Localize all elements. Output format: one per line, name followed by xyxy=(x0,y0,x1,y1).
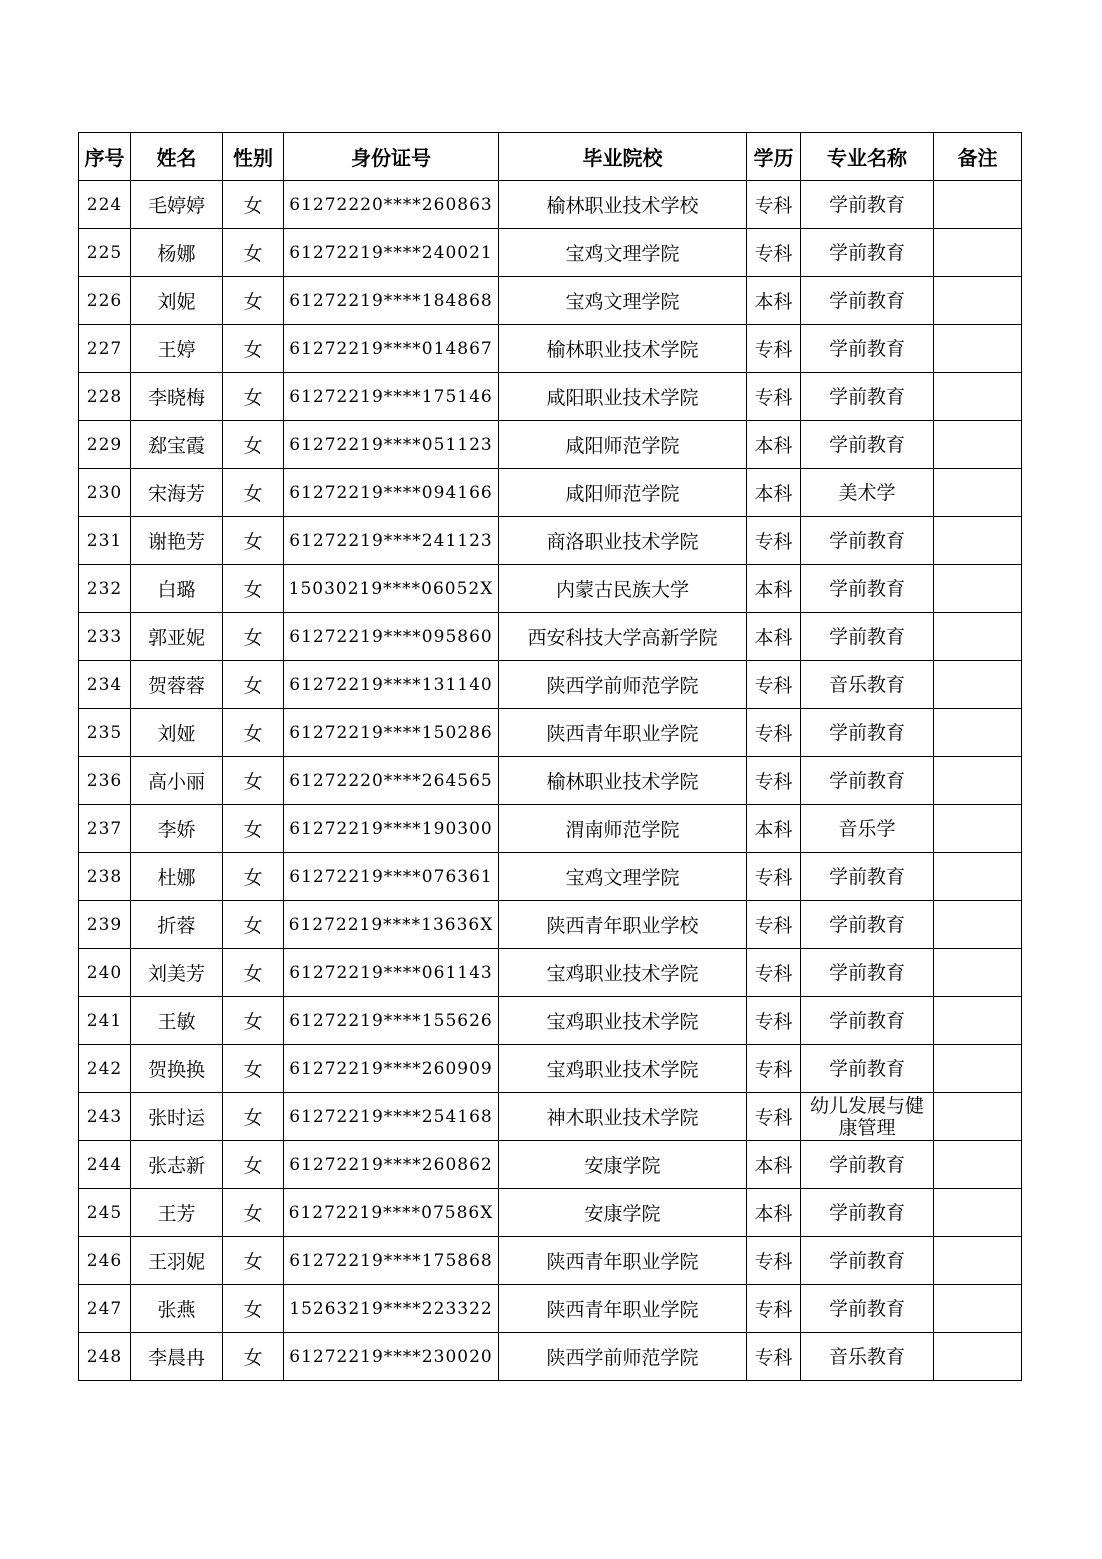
cell-major: 幼儿发展与健康管理 xyxy=(801,1093,934,1141)
cell-id-number: 61272219****175146 xyxy=(284,373,499,421)
cell-remarks xyxy=(934,661,1022,709)
cell-remarks xyxy=(934,181,1022,229)
roster-table xyxy=(78,132,1022,1381)
cell-remarks xyxy=(934,1141,1022,1189)
table-header-row xyxy=(79,133,1022,181)
cell-major: 学前教育 xyxy=(801,229,934,277)
cell-degree: 专科 xyxy=(747,229,801,277)
cell-school: 陕西青年职业学院 xyxy=(499,1285,747,1333)
cell-major: 学前教育 xyxy=(801,949,934,997)
cell-gender: 女 xyxy=(223,1189,284,1237)
table-row xyxy=(79,1141,1022,1189)
cell-index: 235 xyxy=(79,709,131,757)
cell-degree: 专科 xyxy=(747,1045,801,1093)
cell-name: 刘美芳 xyxy=(131,949,223,997)
cell-name: 张志新 xyxy=(131,1141,223,1189)
cell-remarks xyxy=(934,277,1022,325)
cell-name: 杨娜 xyxy=(131,229,223,277)
cell-degree: 本科 xyxy=(747,613,801,661)
header-name: 姓名 xyxy=(131,133,223,181)
cell-name: 杜娜 xyxy=(131,853,223,901)
cell-name: 毛婷婷 xyxy=(131,181,223,229)
cell-school: 内蒙古民族大学 xyxy=(499,565,747,613)
cell-id-number: 61272219****190300 xyxy=(284,805,499,853)
cell-degree: 专科 xyxy=(747,1237,801,1285)
cell-gender: 女 xyxy=(223,1237,284,1285)
cell-remarks xyxy=(934,469,1022,517)
cell-index: 226 xyxy=(79,277,131,325)
table-row xyxy=(79,805,1022,853)
cell-school: 渭南师范学院 xyxy=(499,805,747,853)
cell-name: 贺蓉蓉 xyxy=(131,661,223,709)
cell-degree: 专科 xyxy=(747,181,801,229)
cell-major: 音乐教育 xyxy=(801,1333,934,1381)
cell-major: 学前教育 xyxy=(801,517,934,565)
cell-major: 学前教育 xyxy=(801,613,934,661)
cell-major: 学前教育 xyxy=(801,373,934,421)
cell-school: 宝鸡文理学院 xyxy=(499,229,747,277)
cell-id-number: 61272219****150286 xyxy=(284,709,499,757)
table-row xyxy=(79,517,1022,565)
cell-index: 244 xyxy=(79,1141,131,1189)
cell-index: 231 xyxy=(79,517,131,565)
cell-major: 学前教育 xyxy=(801,325,934,373)
cell-name: 郄宝霞 xyxy=(131,421,223,469)
cell-index: 242 xyxy=(79,1045,131,1093)
cell-major: 音乐教育 xyxy=(801,661,934,709)
cell-name: 王婷 xyxy=(131,325,223,373)
cell-index: 248 xyxy=(79,1333,131,1381)
cell-name: 刘妮 xyxy=(131,277,223,325)
cell-index: 247 xyxy=(79,1285,131,1333)
cell-index: 233 xyxy=(79,613,131,661)
cell-school: 陕西学前师范学院 xyxy=(499,661,747,709)
cell-gender: 女 xyxy=(223,277,284,325)
cell-name: 高小丽 xyxy=(131,757,223,805)
header-id-number: 身份证号 xyxy=(284,133,499,181)
cell-major: 学前教育 xyxy=(801,757,934,805)
table-row xyxy=(79,757,1022,805)
cell-id-number: 15263219****223322 xyxy=(284,1285,499,1333)
cell-remarks xyxy=(934,757,1022,805)
cell-name: 王芳 xyxy=(131,1189,223,1237)
cell-index: 227 xyxy=(79,325,131,373)
table-row xyxy=(79,373,1022,421)
cell-remarks xyxy=(934,949,1022,997)
cell-major: 学前教育 xyxy=(801,997,934,1045)
cell-major: 学前教育 xyxy=(801,181,934,229)
cell-gender: 女 xyxy=(223,325,284,373)
cell-remarks xyxy=(934,373,1022,421)
cell-school: 宝鸡文理学院 xyxy=(499,277,747,325)
cell-id-number: 61272219****260909 xyxy=(284,1045,499,1093)
cell-remarks xyxy=(934,901,1022,949)
cell-gender: 女 xyxy=(223,805,284,853)
table-row xyxy=(79,1093,1022,1141)
cell-school: 宝鸡职业技术学院 xyxy=(499,997,747,1045)
cell-id-number: 61272219****241123 xyxy=(284,517,499,565)
header-school: 毕业院校 xyxy=(499,133,747,181)
cell-gender: 女 xyxy=(223,181,284,229)
cell-id-number: 61272219****095860 xyxy=(284,613,499,661)
cell-school: 宝鸡职业技术学院 xyxy=(499,1045,747,1093)
cell-remarks xyxy=(934,613,1022,661)
cell-name: 张时运 xyxy=(131,1093,223,1141)
cell-name: 贺换换 xyxy=(131,1045,223,1093)
table-row xyxy=(79,181,1022,229)
cell-gender: 女 xyxy=(223,373,284,421)
cell-name: 白璐 xyxy=(131,565,223,613)
table-row xyxy=(79,1237,1022,1285)
cell-index: 236 xyxy=(79,757,131,805)
table-row xyxy=(79,949,1022,997)
cell-remarks xyxy=(934,805,1022,853)
cell-gender: 女 xyxy=(223,757,284,805)
cell-remarks xyxy=(934,565,1022,613)
cell-degree: 专科 xyxy=(747,853,801,901)
header-major: 专业名称 xyxy=(801,133,934,181)
cell-degree: 本科 xyxy=(747,1189,801,1237)
cell-index: 230 xyxy=(79,469,131,517)
cell-remarks xyxy=(934,421,1022,469)
cell-school: 咸阳师范学院 xyxy=(499,469,747,517)
cell-degree: 专科 xyxy=(747,949,801,997)
cell-gender: 女 xyxy=(223,1045,284,1093)
cell-degree: 本科 xyxy=(747,469,801,517)
header-index: 序号 xyxy=(79,133,131,181)
cell-gender: 女 xyxy=(223,1093,284,1141)
table-row xyxy=(79,1045,1022,1093)
cell-remarks xyxy=(934,853,1022,901)
cell-id-number: 61272219****184868 xyxy=(284,277,499,325)
cell-id-number: 61272219****061143 xyxy=(284,949,499,997)
table-row xyxy=(79,1189,1022,1237)
cell-name: 折蓉 xyxy=(131,901,223,949)
table-row xyxy=(79,853,1022,901)
cell-id-number: 61272219****155626 xyxy=(284,997,499,1045)
cell-id-number: 15030219****06052X xyxy=(284,565,499,613)
cell-school: 陕西青年职业学院 xyxy=(499,1237,747,1285)
cell-school: 咸阳职业技术学院 xyxy=(499,373,747,421)
cell-school: 西安科技大学高新学院 xyxy=(499,613,747,661)
cell-school: 陕西青年职业学院 xyxy=(499,709,747,757)
cell-index: 240 xyxy=(79,949,131,997)
cell-remarks xyxy=(934,325,1022,373)
cell-remarks xyxy=(934,997,1022,1045)
cell-remarks xyxy=(934,517,1022,565)
table-row xyxy=(79,901,1022,949)
table-row xyxy=(79,469,1022,517)
header-degree: 学历 xyxy=(747,133,801,181)
cell-degree: 专科 xyxy=(747,1285,801,1333)
cell-id-number: 61272219****014867 xyxy=(284,325,499,373)
cell-remarks xyxy=(934,1093,1022,1141)
cell-major: 学前教育 xyxy=(801,709,934,757)
table-row xyxy=(79,613,1022,661)
cell-index: 224 xyxy=(79,181,131,229)
cell-id-number: 61272219****240021 xyxy=(284,229,499,277)
cell-remarks xyxy=(934,1237,1022,1285)
cell-index: 232 xyxy=(79,565,131,613)
cell-remarks xyxy=(934,1189,1022,1237)
cell-name: 郭亚妮 xyxy=(131,613,223,661)
cell-major: 学前教育 xyxy=(801,901,934,949)
cell-id-number: 61272219****254168 xyxy=(284,1093,499,1141)
table-row xyxy=(79,1285,1022,1333)
table-row xyxy=(79,277,1022,325)
table-row xyxy=(79,661,1022,709)
cell-gender: 女 xyxy=(223,565,284,613)
cell-degree: 本科 xyxy=(747,1141,801,1189)
cell-gender: 女 xyxy=(223,709,284,757)
cell-school: 榆林职业技术学院 xyxy=(499,325,747,373)
cell-degree: 专科 xyxy=(747,709,801,757)
cell-major: 学前教育 xyxy=(801,1237,934,1285)
cell-index: 239 xyxy=(79,901,131,949)
cell-gender: 女 xyxy=(223,661,284,709)
table-row xyxy=(79,229,1022,277)
cell-id-number: 61272219****230020 xyxy=(284,1333,499,1381)
cell-name: 李晨冉 xyxy=(131,1333,223,1381)
cell-name: 李娇 xyxy=(131,805,223,853)
cell-id-number: 61272219****131140 xyxy=(284,661,499,709)
cell-name: 王敏 xyxy=(131,997,223,1045)
cell-index: 238 xyxy=(79,853,131,901)
cell-remarks xyxy=(934,229,1022,277)
cell-remarks xyxy=(934,709,1022,757)
table-row xyxy=(79,1333,1022,1381)
cell-index: 243 xyxy=(79,1093,131,1141)
cell-school: 宝鸡文理学院 xyxy=(499,853,747,901)
table-row xyxy=(79,325,1022,373)
cell-major: 学前教育 xyxy=(801,1045,934,1093)
cell-gender: 女 xyxy=(223,421,284,469)
cell-index: 229 xyxy=(79,421,131,469)
cell-major: 学前教育 xyxy=(801,1141,934,1189)
cell-gender: 女 xyxy=(223,949,284,997)
cell-remarks xyxy=(934,1045,1022,1093)
table-row xyxy=(79,421,1022,469)
cell-name: 李晓梅 xyxy=(131,373,223,421)
cell-school: 商洛职业技术学院 xyxy=(499,517,747,565)
cell-id-number: 61272219****260862 xyxy=(284,1141,499,1189)
cell-id-number: 61272219****175868 xyxy=(284,1237,499,1285)
cell-gender: 女 xyxy=(223,1141,284,1189)
cell-gender: 女 xyxy=(223,1333,284,1381)
cell-major: 学前教育 xyxy=(801,1189,934,1237)
header-remarks: 备注 xyxy=(934,133,1022,181)
cell-school: 榆林职业技术学院 xyxy=(499,757,747,805)
cell-school: 咸阳师范学院 xyxy=(499,421,747,469)
cell-name: 谢艳芳 xyxy=(131,517,223,565)
cell-id-number: 61272219****13636X xyxy=(284,901,499,949)
cell-major: 学前教育 xyxy=(801,853,934,901)
cell-index: 225 xyxy=(79,229,131,277)
cell-school: 安康学院 xyxy=(499,1189,747,1237)
cell-gender: 女 xyxy=(223,229,284,277)
cell-gender: 女 xyxy=(223,1285,284,1333)
cell-school: 宝鸡职业技术学院 xyxy=(499,949,747,997)
cell-degree: 本科 xyxy=(747,805,801,853)
cell-id-number: 61272219****07586X xyxy=(284,1189,499,1237)
cell-school: 榆林职业技术学校 xyxy=(499,181,747,229)
cell-major: 学前教育 xyxy=(801,277,934,325)
cell-remarks xyxy=(934,1285,1022,1333)
cell-id-number: 61272219****051123 xyxy=(284,421,499,469)
cell-degree: 本科 xyxy=(747,277,801,325)
cell-gender: 女 xyxy=(223,901,284,949)
cell-school: 陕西学前师范学院 xyxy=(499,1333,747,1381)
cell-major: 学前教育 xyxy=(801,1285,934,1333)
cell-degree: 专科 xyxy=(747,325,801,373)
cell-degree: 专科 xyxy=(747,997,801,1045)
cell-degree: 专科 xyxy=(747,757,801,805)
cell-gender: 女 xyxy=(223,517,284,565)
cell-major: 学前教育 xyxy=(801,565,934,613)
cell-degree: 专科 xyxy=(747,373,801,421)
header-gender: 性别 xyxy=(223,133,284,181)
cell-degree: 专科 xyxy=(747,901,801,949)
cell-degree: 本科 xyxy=(747,421,801,469)
table-row xyxy=(79,709,1022,757)
cell-id-number: 61272220****264565 xyxy=(284,757,499,805)
table-body xyxy=(79,181,1022,1381)
cell-major: 音乐学 xyxy=(801,805,934,853)
cell-name: 王羽妮 xyxy=(131,1237,223,1285)
cell-index: 245 xyxy=(79,1189,131,1237)
cell-index: 246 xyxy=(79,1237,131,1285)
cell-id-number: 61272219****076361 xyxy=(284,853,499,901)
cell-gender: 女 xyxy=(223,613,284,661)
cell-degree: 专科 xyxy=(747,1333,801,1381)
cell-index: 237 xyxy=(79,805,131,853)
table-row xyxy=(79,565,1022,613)
cell-gender: 女 xyxy=(223,997,284,1045)
cell-degree: 本科 xyxy=(747,565,801,613)
cell-degree: 专科 xyxy=(747,517,801,565)
cell-degree: 专科 xyxy=(747,661,801,709)
cell-remarks xyxy=(934,1333,1022,1381)
cell-degree: 专科 xyxy=(747,1093,801,1141)
cell-school: 陕西青年职业学校 xyxy=(499,901,747,949)
cell-id-number: 61272220****260863 xyxy=(284,181,499,229)
cell-index: 234 xyxy=(79,661,131,709)
cell-index: 228 xyxy=(79,373,131,421)
cell-major: 学前教育 xyxy=(801,421,934,469)
cell-name: 刘娅 xyxy=(131,709,223,757)
cell-gender: 女 xyxy=(223,469,284,517)
table-row xyxy=(79,997,1022,1045)
cell-gender: 女 xyxy=(223,853,284,901)
cell-id-number: 61272219****094166 xyxy=(284,469,499,517)
cell-school: 安康学院 xyxy=(499,1141,747,1189)
cell-name: 张燕 xyxy=(131,1285,223,1333)
cell-index: 241 xyxy=(79,997,131,1045)
cell-major: 美术学 xyxy=(801,469,934,517)
cell-name: 宋海芳 xyxy=(131,469,223,517)
cell-school: 神木职业技术学院 xyxy=(499,1093,747,1141)
